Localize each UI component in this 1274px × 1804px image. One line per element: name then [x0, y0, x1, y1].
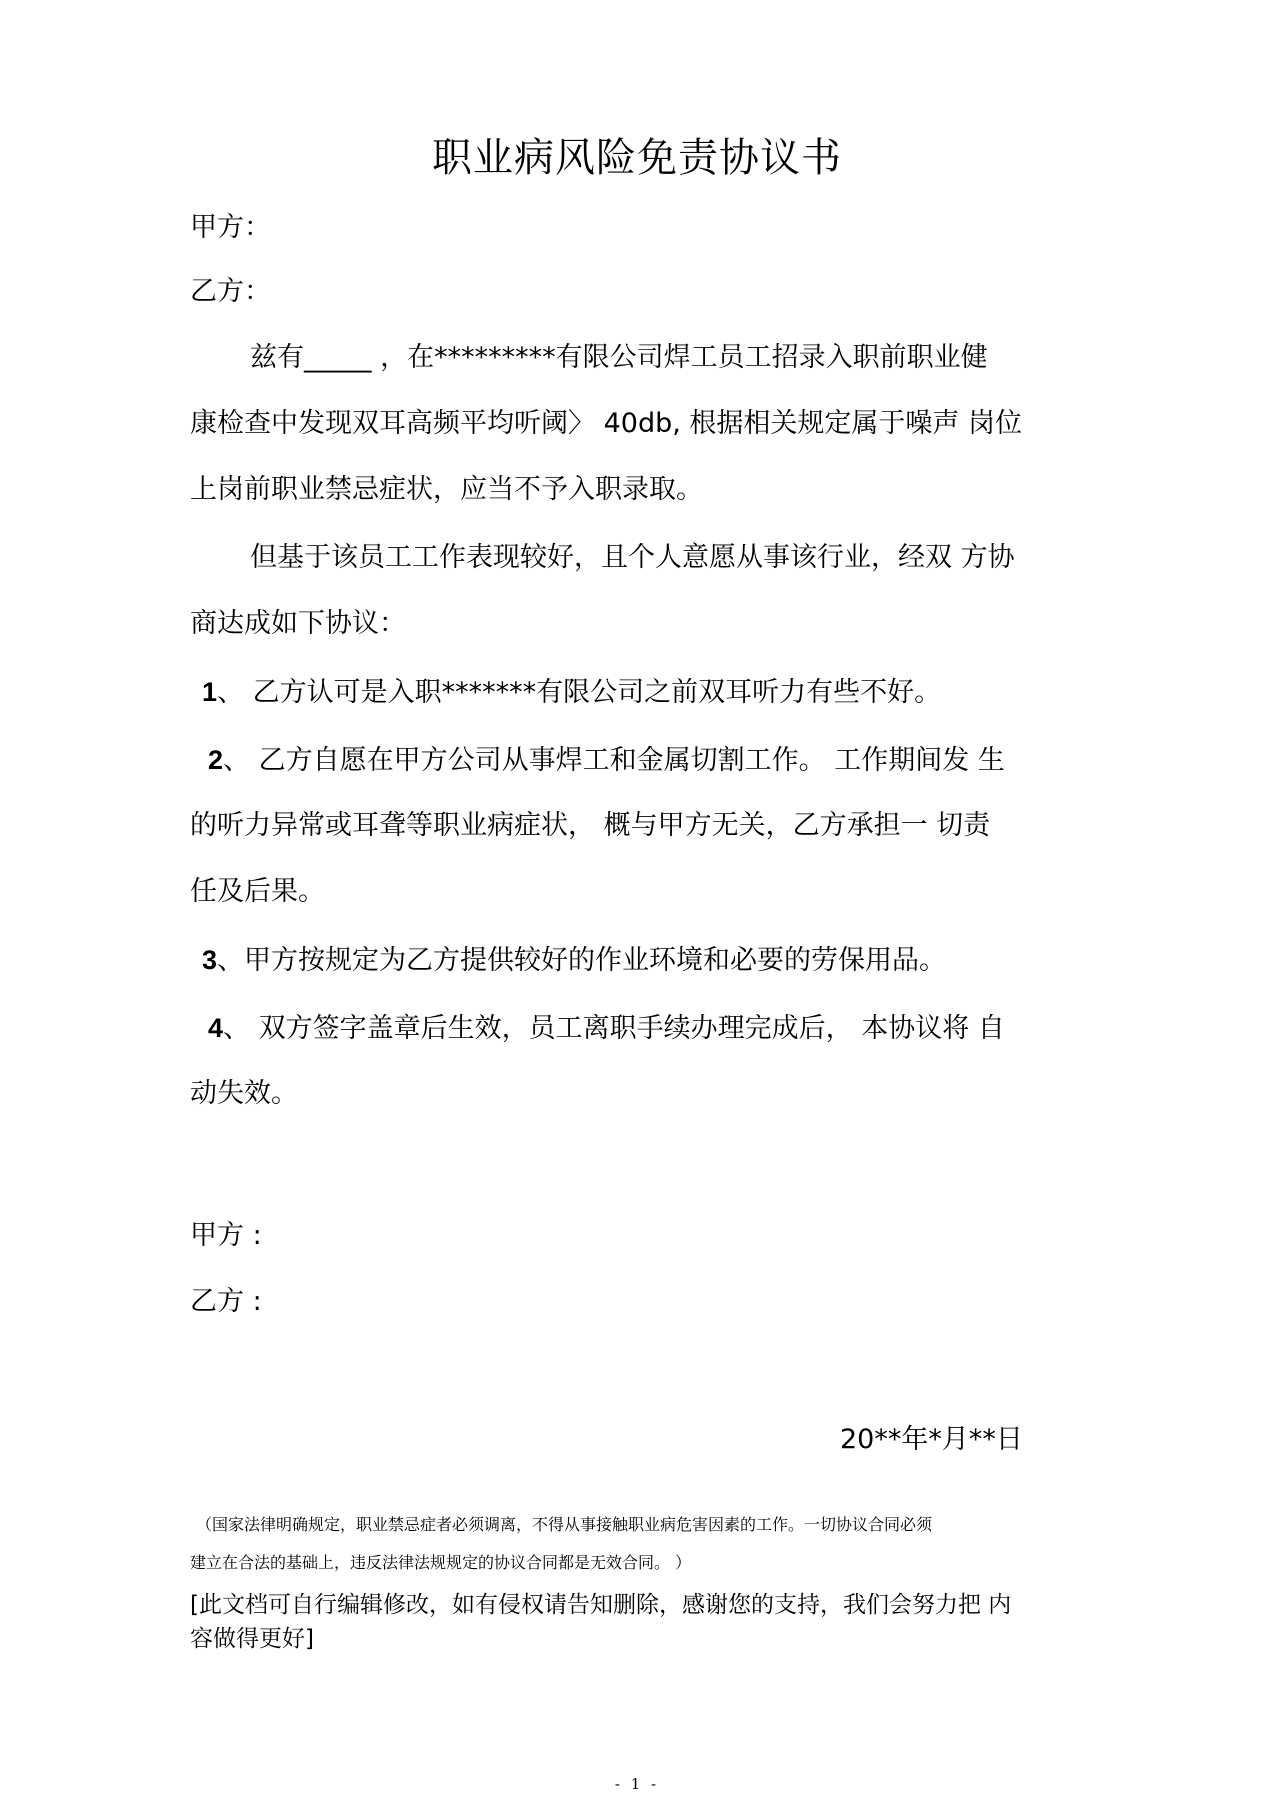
- paragraph-2-line-2: 商达成如下协议：: [190, 608, 406, 639]
- signing-date: 20**年*月**日: [840, 1424, 1023, 1455]
- agreement-item-3: [202, 940, 946, 981]
- paragraph-1-line-1: 兹有_____ ，在*********有限公司焊工员工招录入职前职业健: [250, 342, 988, 373]
- paragraph-2-line-1: 但基于该员工工作表现较好，且个人意愿从事该行业，经双 方协: [250, 542, 1015, 573]
- signature-party-b: 乙方 :: [190, 1286, 262, 1317]
- item-4-text-line-1: 、 双方签字盖章后生效，员工离职手续办理完成后， 本协议将 自: [223, 1013, 1005, 1044]
- party-b-header: 乙方：: [190, 276, 271, 307]
- party-a-header: 甲方：: [190, 212, 271, 243]
- paragraph-1-line-2: 康检查中发现双耳高频平均听阈〉 40db, 根据相关规定属于噪声 岗位: [190, 408, 1022, 439]
- item-4-number: 4: [208, 1013, 224, 1043]
- agreement-item-4-line-1: [208, 1008, 1005, 1049]
- legal-note-line-2: 建立在合法的基础上，违反法律法规规定的协议合同都是无效合同。 ）: [190, 1553, 692, 1572]
- paragraph-1-line-3: 上岗前职业禁忌症状，应当不予入职录取。: [190, 474, 703, 505]
- item-1-text: 、 乙方认可是入职*******有限公司之前双耳听力有些不好。: [217, 677, 942, 708]
- legal-note-line-1: （国家法律明确规定，职业禁忌症者必须调离，不得从事接触职业病危害因素的工作。一切协议合同必须: [196, 1515, 933, 1534]
- document-title: 职业病风险免责协议书: [432, 135, 842, 181]
- item-2-number: 2: [208, 745, 224, 775]
- disclaimer-line-2: 容做得更好]: [190, 1626, 314, 1652]
- agreement-item-2-line-2: 的听力异常或耳聋等职业病症状， 概与甲方无关，乙方承担一 切责: [190, 810, 991, 841]
- disclaimer-line-1: [此文档可自行编辑修改，如有侵权请告知删除，感谢您的支持，我们会努力把 内: [190, 1592, 1012, 1618]
- agreement-item-4-line-2: 动失效。: [190, 1078, 298, 1109]
- agreement-item-1: [202, 672, 941, 713]
- signature-party-a: 甲方 :: [190, 1220, 262, 1251]
- item-1-number: 1: [202, 677, 218, 707]
- item-3-number: 3: [202, 945, 218, 975]
- agreement-item-2-line-3: 任及后果。: [190, 876, 325, 907]
- page-number: - 1 -: [614, 1775, 660, 1793]
- item-2-text-line-1: 、 乙方自愿在甲方公司从事焊工和金属切割工作。 工作期间发 生: [223, 745, 1005, 776]
- agreement-item-2-line-1: [208, 740, 1005, 781]
- item-3-text: 、甲方按规定为乙方提供较好的作业环境和必要的劳保用品。: [217, 945, 947, 976]
